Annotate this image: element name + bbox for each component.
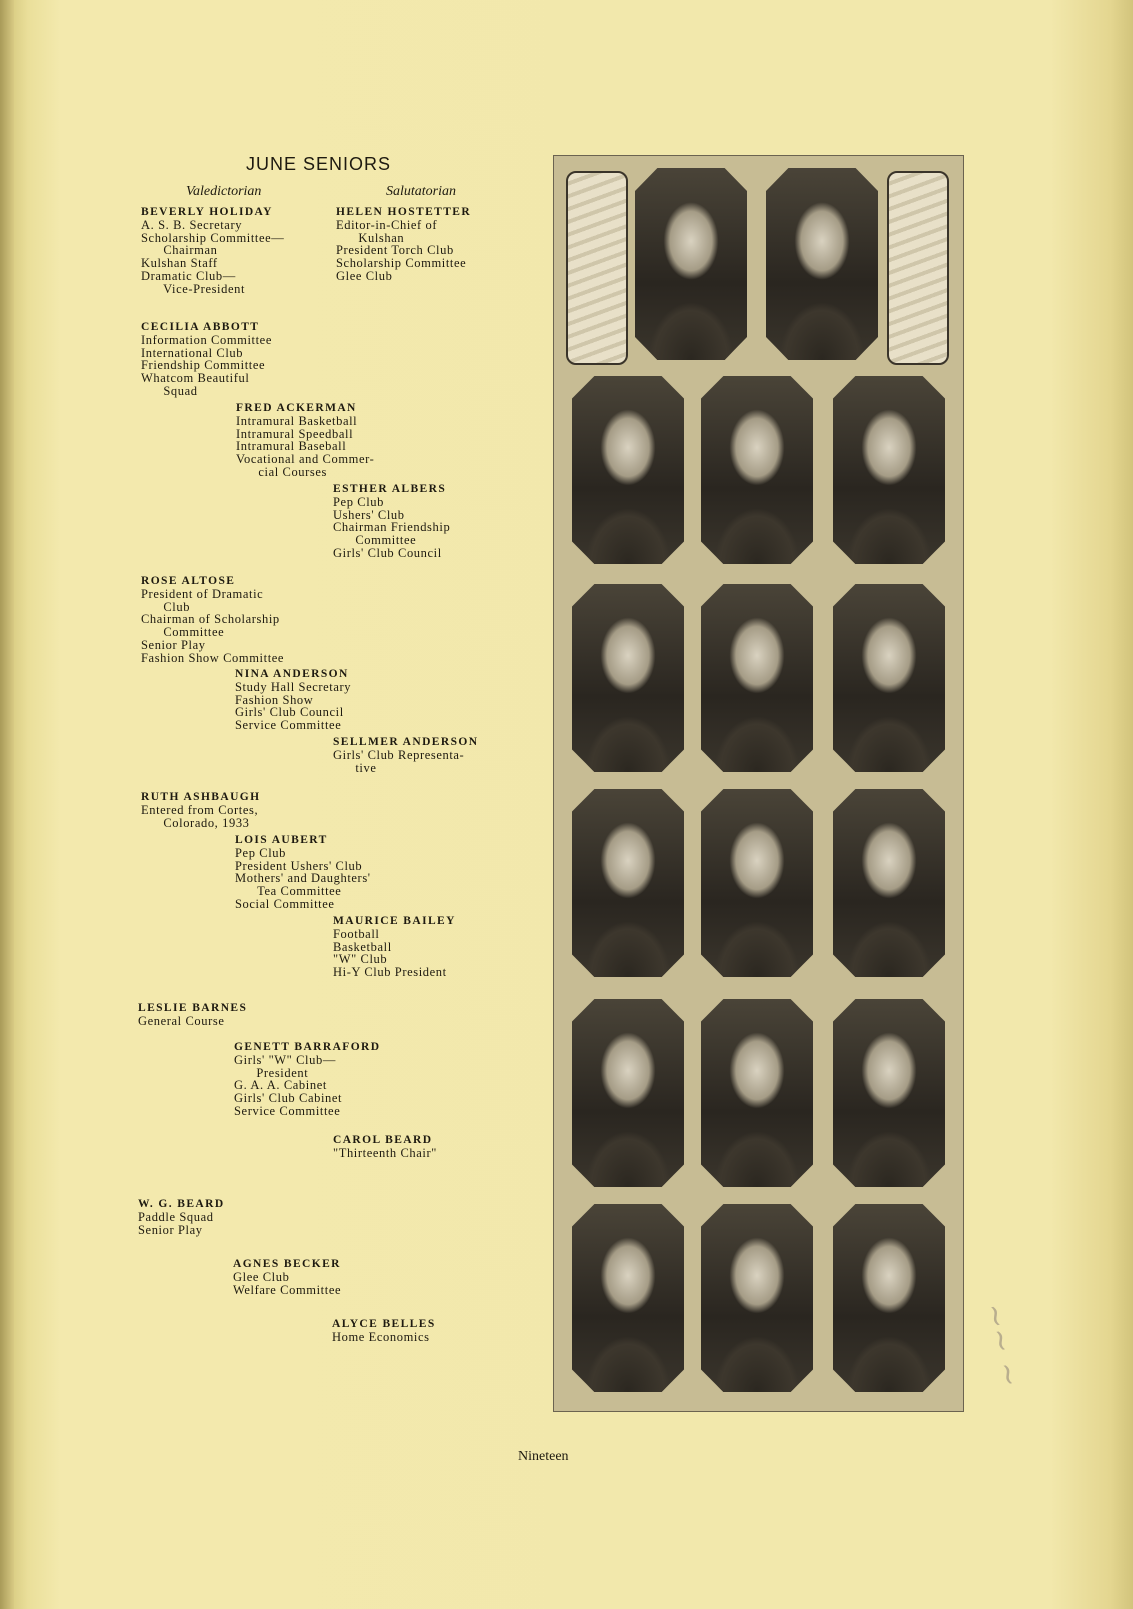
portrait-panel <box>553 155 964 1412</box>
portrait-photo <box>572 376 684 564</box>
activity-line: Kulshan <box>336 230 405 245</box>
senior-entry <box>233 1258 341 1296</box>
senior-name: ROSE ALTOSE <box>141 575 236 587</box>
senior-name: CECILIA ABBOTT <box>141 321 260 333</box>
senior-name: SELLMER ANDERSON <box>333 736 479 748</box>
senior-entry <box>235 834 371 911</box>
senior-name: ALYCE BELLES <box>332 1318 436 1330</box>
salutatorian-label: Salutatorian <box>386 184 457 199</box>
senior-entry <box>336 206 471 283</box>
headdress-ornament-icon <box>566 171 628 365</box>
portrait-photo <box>701 584 813 772</box>
senior-name: AGNES BECKER <box>233 1258 341 1270</box>
activity-line: Vice-President <box>141 281 246 296</box>
activity-line: "W" Club <box>333 952 388 967</box>
senior-entry <box>138 1198 225 1236</box>
activity-line: Girls' Club Cabinet <box>234 1091 343 1106</box>
portrait-photo <box>766 168 878 360</box>
activity-line: "Thirteenth Chair" <box>333 1145 437 1160</box>
activity-line: Squad <box>141 383 198 398</box>
activity-line: Service Committee <box>235 718 342 733</box>
senior-name: W. G. BEARD <box>138 1198 225 1210</box>
activity-line: Pep Club <box>333 494 384 509</box>
senior-entry <box>332 1318 436 1344</box>
activity-line: Fashion Show <box>235 692 314 707</box>
activity-line: Football <box>333 926 380 941</box>
senior-entry <box>234 1041 380 1118</box>
senior-entry <box>141 575 284 665</box>
valedictorian-label: Valedictorian <box>186 184 262 199</box>
portrait-photo <box>701 1204 813 1392</box>
activity-line: Paddle Squad <box>138 1209 214 1224</box>
portrait-photo <box>635 168 747 360</box>
senior-name: MAURICE BAILEY <box>333 915 456 927</box>
portrait-photo <box>833 1204 945 1392</box>
senior-name: ESTHER ALBERS <box>333 483 447 495</box>
activity-line: Ushers' Club <box>333 507 405 522</box>
senior-name: LOIS AUBERT <box>235 834 328 846</box>
activity-line: A. S. B. Secretary <box>141 217 243 232</box>
senior-entry <box>333 1134 437 1160</box>
activity-line: tive <box>333 760 377 775</box>
activity-line: Basketball <box>333 939 392 954</box>
senior-name: RUTH ASHBAUGH <box>141 791 261 803</box>
activity-line: Entered from Cortes, <box>141 802 259 817</box>
portrait-photo <box>701 376 813 564</box>
senior-entry <box>141 321 272 398</box>
page-number: Nineteen <box>518 1449 569 1464</box>
activity-line: Chairman Friendship <box>333 520 451 535</box>
activity-line: Information Committee <box>141 332 272 347</box>
portrait-photo <box>833 789 945 977</box>
activity-line: Club <box>141 599 191 614</box>
activity-line: Intramural Basketball <box>236 413 358 428</box>
activity-line: Service Committee <box>234 1103 341 1118</box>
activity-line: Colorado, 1933 <box>141 815 250 830</box>
activity-line: Whatcom Beautiful <box>141 371 250 386</box>
senior-entry <box>141 206 284 296</box>
activity-line: Intramural Speedball <box>236 426 354 441</box>
activity-line: Chairman <box>141 243 218 258</box>
pencil-signature-mark: ~~ ~ <box>975 1300 1028 1391</box>
senior-entry <box>141 791 260 829</box>
activity-line: Scholarship Committee <box>336 256 467 271</box>
activity-line: President of Dramatic <box>141 586 264 601</box>
activity-line: Dramatic Club— <box>141 268 236 283</box>
portrait-photo <box>833 376 945 564</box>
portrait-photo <box>833 584 945 772</box>
senior-entry <box>333 483 450 560</box>
activity-line: Scholarship Committee— <box>141 230 285 245</box>
activity-line: President Torch Club <box>336 243 454 258</box>
senior-name: CAROL BEARD <box>333 1134 433 1146</box>
portrait-photo <box>701 999 813 1187</box>
activity-line: Intramural Baseball <box>236 439 347 454</box>
activity-line: G. A. A. Cabinet <box>234 1078 327 1093</box>
activity-line: President <box>234 1065 309 1080</box>
senior-name: FRED ACKERMAN <box>236 402 357 414</box>
senior-name: NINA ANDERSON <box>235 668 349 680</box>
portrait-photo <box>572 584 684 772</box>
activity-line: Home Economics <box>332 1329 430 1344</box>
senior-entry <box>138 1002 247 1028</box>
crossed-arrows-ornament-icon <box>887 171 949 365</box>
portrait-photo <box>572 999 684 1187</box>
activity-line: Committee <box>333 533 417 548</box>
activity-line: Girls' Club Council <box>333 545 442 560</box>
activity-line: Glee Club <box>233 1269 290 1284</box>
activity-line: Senior Play <box>138 1222 203 1237</box>
page-spine-shadow <box>0 0 14 1609</box>
activity-line: Chairman of Scholarship <box>141 612 280 627</box>
activity-line: Vocational and Commer- <box>236 452 375 467</box>
senior-name: BEVERLY HOLIDAY <box>141 206 273 218</box>
activity-line: Tea Committee <box>235 884 342 899</box>
activity-line: Social Committee <box>235 896 335 911</box>
activity-line: General Course <box>138 1013 225 1028</box>
senior-entry <box>235 668 351 732</box>
activity-line: Senior Play <box>141 637 206 652</box>
senior-entry <box>333 915 456 979</box>
activity-line: Committee <box>141 625 225 640</box>
activity-line: Girls' Club Representa- <box>333 747 465 762</box>
senior-name: HELEN HOSTETTER <box>336 206 472 218</box>
portrait-photo <box>572 789 684 977</box>
activity-line: Kulshan Staff <box>141 256 218 271</box>
portrait-photo <box>833 999 945 1187</box>
activity-line: Girls' "W" Club— <box>234 1052 336 1067</box>
activity-line: Hi-Y Club President <box>333 965 447 980</box>
page-heading: JUNE SENIORS <box>246 154 392 174</box>
senior-entry <box>236 402 374 479</box>
activity-line: Girls' Club Council <box>235 705 344 720</box>
activity-line: Study Hall Secretary <box>235 679 352 694</box>
senior-name: GENETT BARRAFORD <box>234 1041 381 1053</box>
activity-line: cial Courses <box>236 464 327 479</box>
activity-line: Friendship Committee <box>141 358 266 373</box>
activity-line: Mothers' and Daughters' <box>235 871 371 886</box>
activity-line: Glee Club <box>336 268 393 283</box>
activity-line: International Club <box>141 345 244 360</box>
portrait-photo <box>701 789 813 977</box>
portrait-photo <box>572 1204 684 1392</box>
activity-line: Welfare Committee <box>233 1282 342 1297</box>
activity-line: Fashion Show Committee <box>141 650 285 665</box>
activity-line: Editor-in-Chief of <box>336 217 438 232</box>
senior-entry <box>333 736 478 774</box>
senior-name: LESLIE BARNES <box>138 1002 248 1014</box>
activity-line: Pep Club <box>235 845 286 860</box>
activity-line: President Ushers' Club <box>235 858 363 873</box>
